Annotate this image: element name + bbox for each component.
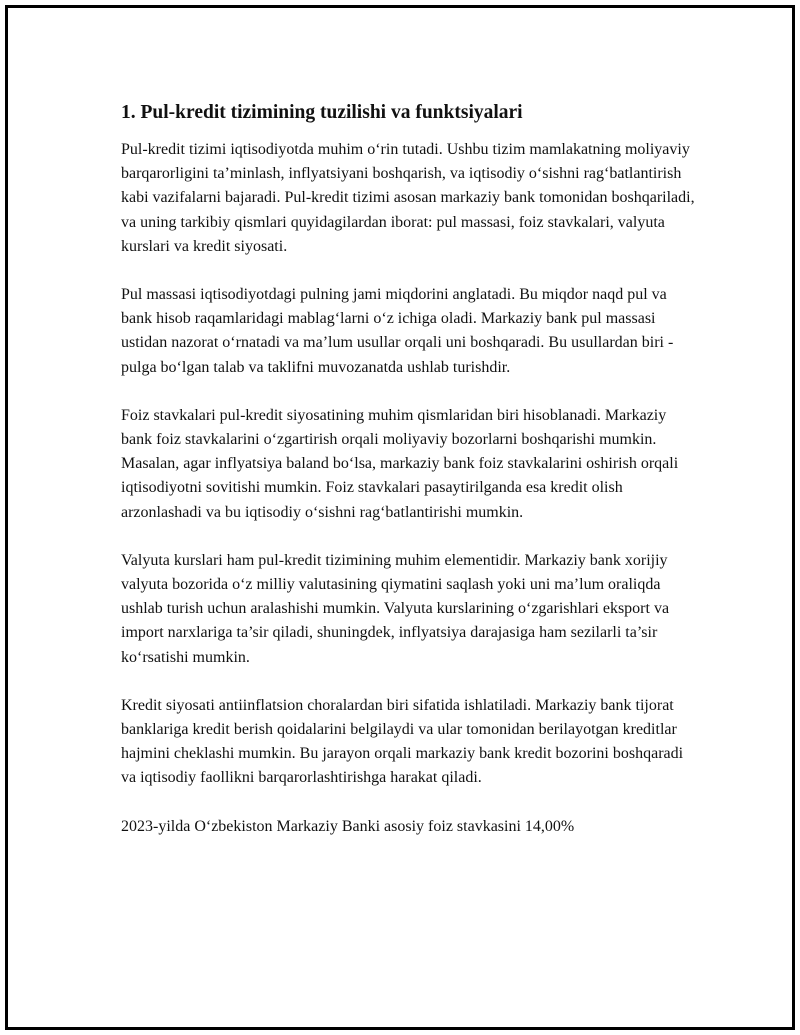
paragraph-credit-policy: Kredit siyosati antiinflatsion choralardan biri sifatida ishlatiladi. Markaziy bank tijorat banklariga kredit berish qoidalarini belgilaydi va ular tomonidan berilayotgan kreditlar hajmini cheklashi mumkin. Bu jarayon orqali markaziy bank kredit bozorini boshqaradi va iqtisodiy faollikni barqarorlashtirishga harakat qiladi. <box>121 696 684 787</box>
paragraph-interest-rates: Foiz stavkalari pul-kredit siyosatining muhim qismlaridan biri hisoblanadi. Markaziy bank foiz stavkalarini o‘zgartirish orqali moliyaviy bozorlarni boshqarishi mumkin. Masalan, agar inflyatsiya baland bo‘lsa, markaziy bank foiz stavkalarini oshirish orqali iqtisodiyotni sovitishi mumkin. Foiz stavkalari pasaytirilganda esa kredit olish arzonlashadi va bu iqtisodiy o‘sishni rag‘batlantirishi mumkin. <box>121 406 679 521</box>
section-title: 1. Pul-kredit tizimining tuzilishi va funktsiyalari <box>121 102 523 123</box>
paragraph-exchange-rates: Valyuta kurslari ham pul-kredit tizimining muhim elementidir. Markaziy bank xorijiy valyuta bozorida o‘z milliy valutasining qiymatini saqlash yoki uni ma’lum oraliqda ushlab turish uchun aralashishi mumkin. Valyuta kurslarining o‘zgarishlari eksport va import narxlariga ta’sir qiladi, shuningdek, inflyatsiya darajasiga ham sezilarli ta’sir ko‘rsatishi mumkin. <box>121 551 670 666</box>
paragraph-intro: Pul-kredit tizimi iqtisodiyotda muhim o‘rin tutadi. Ushbu tizim mamlakatning moliyaviy barqarorligini ta’minlash, inflyatsiyani boshqarish, va iqtisodiy o‘sishni rag‘batlantirish kabi vazifalarni bajaradi. Pul-kredit tizimi asosan markaziy bank tomonidan boshqariladi, va uning tarkibiy qismlari quyidagilardan iborat: pul massasi, foiz stavkalari, valyuta kurslari va kredit siyosati. <box>121 141 695 255</box>
page-frame <box>5 5 795 1030</box>
paragraph-2023-rate: 2023-yilda O‘zbekiston Markaziy Banki asosiy foiz stavkasini 14,00% <box>121 817 575 835</box>
paragraph-money-supply: Pul massasi iqtisodiyotdagi pulning jami miqdorini anglatadi. Bu miqdor naqd pul va bank hisob raqamlaridagi mablag‘larni o‘z ichiga oladi. Markaziy bank pul massasi ustidan nazorat o‘rnatadi va ma’lum usullar orqali uni boshqaradi. Bu usullardan biri - pulga bo‘lgan talab va taklifni muvozanatda ushlab turishdir. <box>121 286 674 376</box>
document-body <box>121 100 696 863</box>
